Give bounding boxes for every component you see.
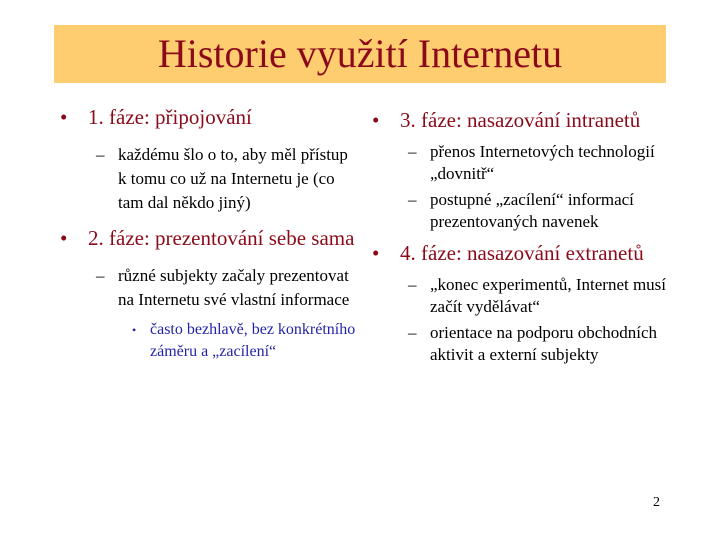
title-bar bbox=[54, 25, 666, 83]
phase-2-text: 2. fáze: prezentování sebe sama bbox=[88, 226, 355, 250]
phase-4-item bbox=[370, 241, 670, 266]
bullet-icon: • bbox=[372, 108, 380, 132]
dash-icon: – bbox=[408, 275, 417, 294]
bullet-icon: • bbox=[60, 226, 68, 250]
dash-icon: – bbox=[96, 266, 105, 285]
phase-3-text: 3. fáze: nasazování intranetů bbox=[400, 108, 641, 132]
phase-2-sub-text: různé subjekty začaly prezentovat na Internetu své vlastní informace bbox=[118, 266, 350, 309]
phase-2-subsub-item bbox=[58, 319, 358, 363]
phase-4-sub-text-2: orientace na podporu obchodních aktivit a externí subjekty bbox=[430, 323, 658, 364]
right-column bbox=[370, 105, 670, 366]
phase-2-subsub-text: často bezhlavě, bez konkrétního záměru a „zacílení“ bbox=[150, 321, 356, 360]
phase-1-sub-item bbox=[58, 143, 358, 215]
slide-title: Historie využití Internetu bbox=[157, 31, 563, 76]
dash-icon: – bbox=[408, 190, 417, 209]
phase-3-sub-text-2: postupné „zacílení“ informací prezentovaných navenek bbox=[430, 190, 634, 231]
phase-3-item bbox=[370, 108, 670, 133]
dash-icon: – bbox=[96, 145, 105, 164]
phase-1-item bbox=[58, 105, 358, 130]
phase-4-sub-item-2 bbox=[370, 322, 670, 366]
bullet-icon: • bbox=[60, 105, 68, 129]
phase-4-text: 4. fáze: nasazování extranetů bbox=[400, 241, 644, 265]
left-column bbox=[58, 105, 358, 363]
small-bullet-icon: • bbox=[132, 323, 137, 337]
page-number: 2 bbox=[653, 495, 660, 510]
phase-3-sub-text-1: přenos Internetových technologií „dovnitř“ bbox=[430, 142, 655, 183]
phase-3-sub-item-2 bbox=[370, 189, 670, 233]
phase-2-item bbox=[58, 226, 358, 251]
phase-1-text: 1. fáze: připojování bbox=[88, 105, 252, 129]
phase-2-sub-item bbox=[58, 264, 358, 312]
dash-icon: – bbox=[408, 323, 417, 342]
phase-4-sub-item-1 bbox=[370, 274, 670, 318]
phase-1-sub-text: každému šlo o to, aby měl přístup k tomu co už na Internetu je (co tam dal někdo jiný) bbox=[118, 145, 348, 212]
dash-icon: – bbox=[408, 142, 417, 161]
bullet-icon: • bbox=[372, 241, 380, 265]
phase-3-sub-item-1 bbox=[370, 141, 670, 185]
phase-4-sub-text-1: „konec experimentů, Internet musí začít vydělávat“ bbox=[430, 275, 667, 316]
